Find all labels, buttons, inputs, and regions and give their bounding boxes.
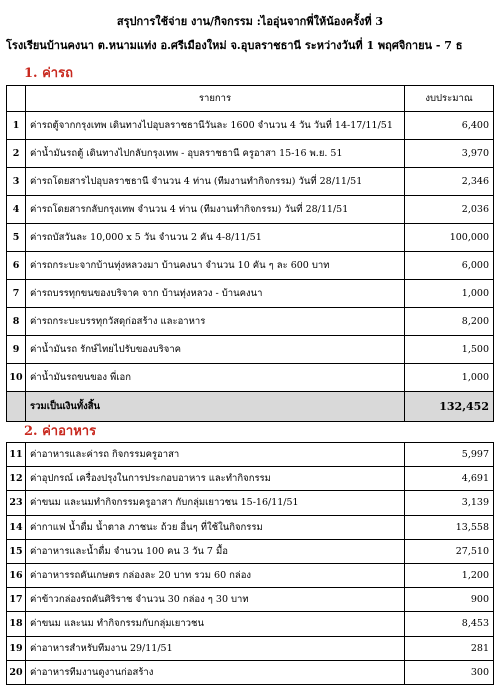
table-row — [7, 588, 494, 612]
row-number: 23 — [7, 491, 26, 515]
header-number-cell — [7, 86, 26, 112]
row-item-description: ค่าน้ำมันรถ รักษ์ไทยไปรับของบริจาค — [26, 336, 405, 364]
table-row — [7, 308, 494, 336]
row-number: 16 — [7, 563, 26, 587]
row-item-description: ค่าขนม และนม ทำกิจกรรมกับกลุ่มเยาวชน — [26, 612, 405, 636]
row-amount: 6,000 — [405, 252, 494, 280]
row-amount: 4,691 — [405, 467, 494, 491]
table-row — [7, 252, 494, 280]
row-number: 1 — [7, 112, 26, 140]
row-amount: 1,000 — [405, 364, 494, 392]
row-number: 15 — [7, 539, 26, 563]
row-amount: 2,036 — [405, 196, 494, 224]
row-amount: 281 — [405, 636, 494, 660]
row-number: 6 — [7, 252, 26, 280]
row-amount: 27,510 — [405, 539, 494, 563]
table-row — [7, 140, 494, 168]
row-item-description: ค่ารถบรรทุกขนของบริจาค จาก บ้านทุ่งหลวง - บ้านคงนา — [26, 280, 405, 308]
row-number: 10 — [7, 364, 26, 392]
table-row — [7, 539, 494, 563]
food-cost-table — [6, 442, 494, 685]
total-amount: 132,452 — [405, 392, 494, 422]
row-item-description: ค่าน้ำมันรถขนของ พี่เอก — [26, 364, 405, 392]
table-row — [7, 336, 494, 364]
row-amount: 8,200 — [405, 308, 494, 336]
table-row — [7, 563, 494, 587]
row-amount: 900 — [405, 588, 494, 612]
row-item-description: ค่าอาหารและค่ารถ กิจกรรมครูอาสา — [26, 443, 405, 467]
row-number: 9 — [7, 336, 26, 364]
row-item-description: ค่าอาหารรถคันเกษตร กล่องละ 20 บาท รวม 60 กล่อง — [26, 563, 405, 587]
table-row — [7, 636, 494, 660]
row-amount: 2,346 — [405, 168, 494, 196]
row-number: 3 — [7, 168, 26, 196]
table-row — [7, 112, 494, 140]
row-item-description: ค่าอาหารทีมงานดูงานก่อสร้าง — [26, 660, 405, 684]
row-number: 14 — [7, 515, 26, 539]
row-number: 8 — [7, 308, 26, 336]
table-row — [7, 491, 494, 515]
row-amount: 13,558 — [405, 515, 494, 539]
section-heading-food: 2. ค่าอาหาร — [24, 424, 97, 439]
row-number: 4 — [7, 196, 26, 224]
row-item-description: ค่ารถบัสวันละ 10,000 x 5 วัน จำนวน 2 คัน 4-8/11/51 — [26, 224, 405, 252]
row-item-description: ค่ารถกระบะบรรทุกวัสดุก่อสร้าง และอาหาร — [26, 308, 405, 336]
row-amount: 100,000 — [405, 224, 494, 252]
row-item-description: ค่าข้าวกล่องรถคันศิริราช จำนวน 30 กล่อง ๆ 30 บาท — [26, 588, 405, 612]
row-number: 11 — [7, 443, 26, 467]
row-number: 18 — [7, 612, 26, 636]
row-amount: 1,200 — [405, 563, 494, 587]
table-row — [7, 280, 494, 308]
row-amount: 6,400 — [405, 112, 494, 140]
row-item-description: ค่าอาหารและน้ำดื่ม จำนวน 100 คน 3 วัน 7 มื้อ — [26, 539, 405, 563]
row-amount: 8,453 — [405, 612, 494, 636]
total-row — [7, 392, 494, 422]
table-row — [7, 196, 494, 224]
header-budget-cell: งบประมาณ — [405, 86, 494, 112]
row-item-description: ค่ารถกระบะจากบ้านทุ่งหลวงมา บ้านคงนา จำนวน 10 คัน ๆ ละ 600 บาท — [26, 252, 405, 280]
table-row — [7, 612, 494, 636]
row-number: 7 — [7, 280, 26, 308]
row-amount: 300 — [405, 660, 494, 684]
row-amount: 3,139 — [405, 491, 494, 515]
table-row — [7, 364, 494, 392]
table-row — [7, 443, 494, 467]
table-row — [7, 168, 494, 196]
row-number: 2 — [7, 140, 26, 168]
row-item-description: ค่ากาแฟ น้ำดื่ม น้ำตาล ภาชนะ ถ้วย อื่นๆ ที่ใช้ในกิจกรรม — [26, 515, 405, 539]
table-header-row — [7, 86, 494, 112]
row-number: 17 — [7, 588, 26, 612]
document-title: สรุปการใช้จ่าย งาน/กิจกรรม :ไออุ่นจากพี่ให้น้องครั้งที่ 3 — [116, 15, 384, 28]
header-item-cell: รายการ — [26, 86, 405, 112]
transport-cost-table — [6, 85, 494, 422]
row-item-description: ค่ารถโดยสารไปอุบลราชธานี จำนวน 4 ท่าน (ทีมงานทำกิจกรรม) วันที่ 28/11/51 — [26, 168, 405, 196]
total-label: รวมเป็นเงินทั้งสิ้น — [26, 392, 405, 422]
table-row — [7, 515, 494, 539]
row-item-description: ค่าอาหารสำหรับทีมงาน 29/11/51 — [26, 636, 405, 660]
row-item-description: ค่ารถโดยสารกลับกรุงเทพ จำนวน 4 ท่าน (ทีมงานทำกิจกรรม) วันที่ 28/11/51 — [26, 196, 405, 224]
row-amount: 3,970 — [405, 140, 494, 168]
document-subtitle: โรงเรียนบ้านคงนา ต.หนามแท่ง อ.ศรีเมืองใหม่ จ.อุบลราชธานี ระหว่างวันที่ 1 พฤศจิกายน - 7 ธ — [6, 39, 463, 52]
table-row — [7, 660, 494, 684]
row-number: 12 — [7, 467, 26, 491]
row-amount: 5,997 — [405, 443, 494, 467]
row-item-description: ค่าอุปกรณ์ เครื่องปรุงในการประกอบอาหาร และทำกิจกรรม — [26, 467, 405, 491]
table-row — [7, 224, 494, 252]
row-number: 5 — [7, 224, 26, 252]
row-amount: 1,000 — [405, 280, 494, 308]
total-number-cell — [7, 392, 26, 422]
row-number: 20 — [7, 660, 26, 684]
table-row — [7, 467, 494, 491]
section-heading-transport: 1. ค่ารถ — [24, 66, 73, 81]
row-number: 19 — [7, 636, 26, 660]
row-item-description: ค่ารถตู้จากกรุงเทพ เดินทางไปอุบลราชธานีวันละ 1600 จำนวน 4 วัน วันที่ 14-17/11/51 — [26, 112, 405, 140]
row-amount: 1,500 — [405, 336, 494, 364]
row-item-description: ค่าน้ำมันรถตู้ เดินทางไปกลับกรุงเทพ - อุบลราชธานี ครูอาสา 15-16 พ.ย. 51 — [26, 140, 405, 168]
row-item-description: ค่าขนม และนมทำกิจกรรมครูอาสา กับกลุ่มเยาวชน 15-16/11/51 — [26, 491, 405, 515]
